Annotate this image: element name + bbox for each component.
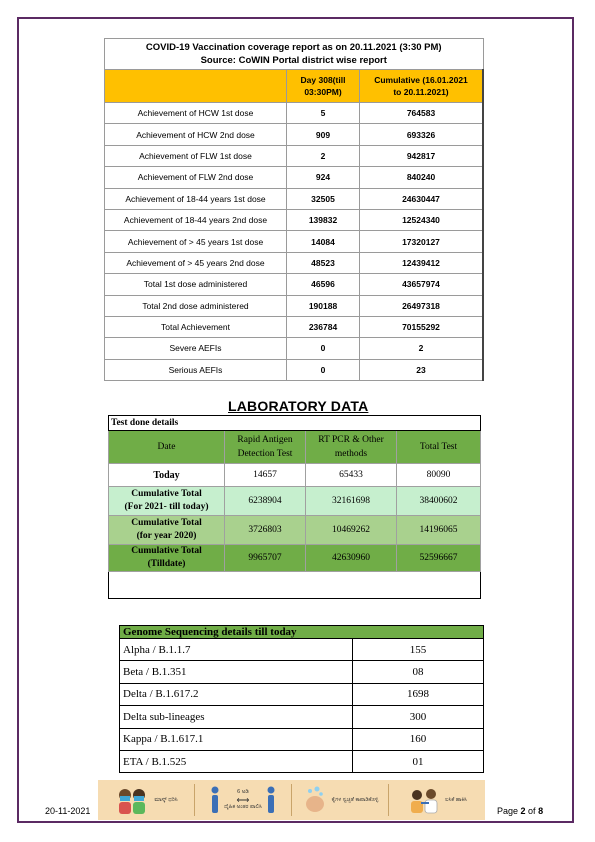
genome-variant: Alpha / B.1.1.7 xyxy=(120,639,353,661)
banner-text-handwash: ಕೈಗಳ ಸ್ವಚ್ಛತೆ ಕಾಪಾಡಿಕೊಳ್ಳಿ xyxy=(331,796,379,803)
lab-row-label xyxy=(109,545,225,572)
row-cumulative-value: 26497318 xyxy=(360,295,484,316)
banner-text-mask: ಮಾಸ್ಕ್ ಧರಿಸಿ xyxy=(154,796,178,803)
banner-panel-mask xyxy=(98,782,194,818)
row-day-value: 2 xyxy=(287,145,360,166)
lab-row-total: 38400602 xyxy=(397,487,481,516)
row-cumulative-value: 840240 xyxy=(360,167,484,188)
row-day-value: 48523 xyxy=(287,252,360,273)
page-prefix: Page xyxy=(497,806,521,816)
vaccination-source: Source: CoWIN Portal district wise report xyxy=(200,55,387,66)
genome-header-row xyxy=(120,626,484,639)
footer-date: 20-11-2021 xyxy=(45,806,91,816)
lab-row-rtpcr: 32161698 xyxy=(306,487,397,516)
row-label: Total 1st dose administered xyxy=(105,274,287,295)
vaccination-header-day xyxy=(287,70,360,103)
lab-header-date: Date xyxy=(109,431,225,464)
mask-people-icon xyxy=(114,785,150,815)
lab-table xyxy=(108,415,481,599)
genome-count: 08 xyxy=(353,661,484,683)
row-label: Achievement of HCW 1st dose xyxy=(105,103,287,124)
lab-row-rat: 3726803 xyxy=(225,516,306,545)
vaccination-icon xyxy=(407,786,441,814)
lab-row-label: Today xyxy=(109,464,225,487)
table-row xyxy=(109,516,481,545)
genome-variant: Delta / B.1.617.2 xyxy=(120,683,353,705)
vaccination-title xyxy=(105,39,484,70)
lab-row-label xyxy=(109,516,225,545)
genome-count: 160 xyxy=(353,728,484,750)
lab-row-rtpcr: 42630960 xyxy=(306,545,397,572)
table-row xyxy=(120,683,484,705)
genome-variant: ETA / B.1.525 xyxy=(120,750,353,772)
vaccination-header-row xyxy=(105,70,484,103)
page-total: 8 xyxy=(538,806,544,816)
banner-panel-distance xyxy=(195,782,291,818)
lab-caption: Test done details xyxy=(109,416,481,431)
banner-text-distance-top: 6 ಅಡಿ xyxy=(237,789,249,795)
lab-row-label xyxy=(109,487,225,516)
table-row xyxy=(109,464,481,487)
person-icon xyxy=(266,786,276,814)
table-row xyxy=(105,209,484,230)
table-row xyxy=(105,124,484,145)
table-row xyxy=(120,706,484,728)
row-day-value: 32505 xyxy=(287,188,360,209)
table-row xyxy=(120,750,484,772)
lab-row-total: 14196065 xyxy=(397,516,481,545)
row-cumulative-value: 12439412 xyxy=(360,252,484,273)
table-row xyxy=(105,359,484,380)
row-day-value: 0 xyxy=(287,338,360,359)
table-row xyxy=(109,545,481,572)
lab-row-label-line1: Cumulative Total xyxy=(131,546,202,556)
lab-header-rat-line1: Rapid Antigen xyxy=(237,435,293,445)
page-current: 2 xyxy=(520,806,526,816)
table-row xyxy=(105,295,484,316)
lab-header-total: Total Test xyxy=(397,431,481,464)
genome-count: 300 xyxy=(353,706,484,728)
table-row xyxy=(120,639,484,661)
row-label: Achievement of HCW 2nd dose xyxy=(105,124,287,145)
banner-text-vaccine: ಲಸಿಕೆ ಹಾಕಿಸಿ xyxy=(445,796,467,803)
row-cumulative-value: 693326 xyxy=(360,124,484,145)
row-day-value: 924 xyxy=(287,167,360,188)
table-row xyxy=(120,728,484,750)
genome-count: 155 xyxy=(353,639,484,661)
row-cumulative-value: 23 xyxy=(360,359,484,380)
table-row xyxy=(105,145,484,166)
row-day-value: 0 xyxy=(287,359,360,380)
lab-heading: LABORATORY DATA xyxy=(228,398,369,414)
row-label: Achievement of 18-44 years 1st dose xyxy=(105,188,287,209)
lab-row-rtpcr: 10469262 xyxy=(306,516,397,545)
lab-row-rat: 14657 xyxy=(225,464,306,487)
row-label: Achievement of > 45 years 1st dose xyxy=(105,231,287,252)
lab-header-rtpcr-line2: methods xyxy=(334,449,368,459)
lab-row-label-line1: Cumulative Total xyxy=(131,489,202,499)
table-row xyxy=(105,167,484,188)
table-row xyxy=(105,231,484,252)
vaccination-header-blank xyxy=(105,70,287,103)
header-day-line1: Day 308(till xyxy=(300,75,346,85)
row-label: Severe AEFIs xyxy=(105,338,287,359)
banner-distance-text xyxy=(224,789,262,811)
banner-text-distance-bottom: ದೈಹಿಕ ಅಂತರ ಪಾಲಿಸಿ xyxy=(224,804,262,810)
lab-header-row xyxy=(109,431,481,464)
lab-row-label-line2: (Tilldate) xyxy=(147,559,186,569)
row-day-value: 909 xyxy=(287,124,360,145)
genome-variant: Beta / B.1.351 xyxy=(120,661,353,683)
table-row xyxy=(105,188,484,209)
genome-variant: Kappa / B.1.617.1 xyxy=(120,728,353,750)
genome-count: 01 xyxy=(353,750,484,772)
row-label: Achievement of FLW 1st dose xyxy=(105,145,287,166)
row-day-value: 46596 xyxy=(287,274,360,295)
row-label: Achievement of 18-44 years 2nd dose xyxy=(105,209,287,230)
table-row xyxy=(105,316,484,337)
lab-empty-cell xyxy=(109,572,481,599)
header-cum-line1: Cumulative (16.01.2021 xyxy=(374,75,468,85)
lab-header-rtpcr-line1: RT PCR & Other xyxy=(318,435,384,445)
row-cumulative-value: 942817 xyxy=(360,145,484,166)
row-cumulative-value: 70155292 xyxy=(360,316,484,337)
lab-row-total: 80090 xyxy=(397,464,481,487)
lab-row-label-line2: (for year 2020) xyxy=(136,531,197,541)
double-arrow-icon: ⟷ xyxy=(236,795,250,805)
row-day-value: 5 xyxy=(287,103,360,124)
row-label: Total Achievement xyxy=(105,316,287,337)
row-label: Serious AEFIs xyxy=(105,359,287,380)
row-cumulative-value: 17320127 xyxy=(360,231,484,252)
lab-empty-row xyxy=(109,572,481,599)
row-cumulative-value: 24630447 xyxy=(360,188,484,209)
row-cumulative-value: 43657974 xyxy=(360,274,484,295)
lab-header-rat-line2: Detection Test xyxy=(237,449,293,459)
row-label: Achievement of FLW 2nd dose xyxy=(105,167,287,188)
table-row xyxy=(105,103,484,124)
table-row xyxy=(105,274,484,295)
handwash-icon xyxy=(302,786,328,814)
vaccination-header-cumulative xyxy=(360,70,484,103)
row-day-value: 236784 xyxy=(287,316,360,337)
table-row xyxy=(120,661,484,683)
genome-variant: Delta sub-lineages xyxy=(120,706,353,728)
lab-row-rat: 9965707 xyxy=(225,545,306,572)
row-label: Achievement of > 45 years 2nd dose xyxy=(105,252,287,273)
genome-count: 1698 xyxy=(353,683,484,705)
lab-header-rat xyxy=(225,431,306,464)
lab-row-label-line1: Cumulative Total xyxy=(131,518,202,528)
lab-caption-row xyxy=(109,416,481,431)
header-cum-line2: to 20.11.2021) xyxy=(393,87,449,97)
row-cumulative-value: 764583 xyxy=(360,103,484,124)
table-row xyxy=(105,252,484,273)
vaccination-table xyxy=(104,38,484,381)
lab-row-rat: 6238904 xyxy=(225,487,306,516)
lab-header-rtpcr xyxy=(306,431,397,464)
row-cumulative-value: 2 xyxy=(360,338,484,359)
table-row xyxy=(105,338,484,359)
banner-panel-vaccine xyxy=(389,782,485,818)
header-day-line2: 03:30PM) xyxy=(304,87,342,97)
genome-title: Genome Sequencing details till today xyxy=(120,626,484,639)
table-row xyxy=(109,487,481,516)
person-icon xyxy=(210,786,220,814)
lab-row-rtpcr: 65433 xyxy=(306,464,397,487)
covid-behaviour-banner xyxy=(98,780,485,820)
row-day-value: 190188 xyxy=(287,295,360,316)
vaccination-title-line1: COVID-19 Vaccination coverage report as on 20.11.2021 (3:30 PM) xyxy=(145,42,442,53)
genome-table xyxy=(119,625,484,773)
row-cumulative-value: 12524340 xyxy=(360,209,484,230)
page-number xyxy=(497,806,543,816)
banner-panel-handwash xyxy=(292,782,388,818)
lab-row-total: 52596667 xyxy=(397,545,481,572)
row-day-value: 14084 xyxy=(287,231,360,252)
page-of: of xyxy=(525,806,539,816)
row-day-value: 139832 xyxy=(287,209,360,230)
lab-row-label-line2: (For 2021- till today) xyxy=(124,502,209,512)
row-label: Total 2nd dose administered xyxy=(105,295,287,316)
